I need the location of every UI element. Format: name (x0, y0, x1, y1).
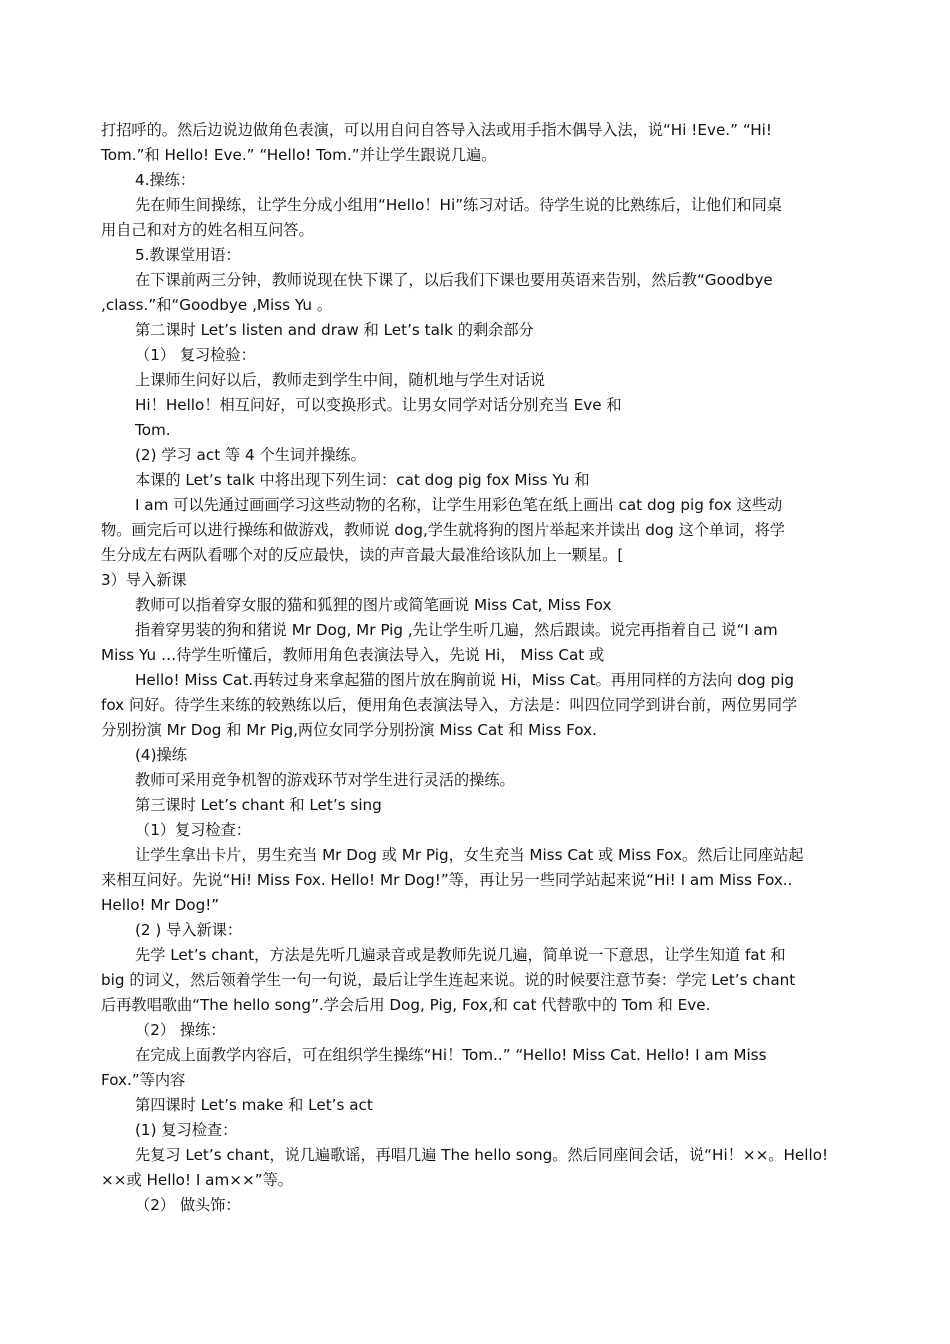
section-heading: (4)操练 (135, 746, 187, 764)
text-line: fox 问好。待学生来练的较熟练以后，便用角色表演法导入，方法是：叫四位同学到讲台前，两位男同学 (101, 696, 798, 714)
text-line: 物。画完后可以进行操练和做游戏，教师说 dog,学生就将狗的图片举起来并读出 dog 这个单词，将学 (101, 521, 785, 539)
text-line: 本课的 Let’s talk 中将出现下列生词：cat dog pig fox Miss Yu 和 (135, 471, 590, 489)
text-line: I am 可以先通过画画学习这些动物的名称，让学生用彩色笔在纸上画出 cat dog pig fox 这些动 (135, 496, 783, 514)
section-heading: (1) 复习检查： (135, 1121, 238, 1139)
text-line: Miss Yu …待学生听懂后，教师用角色表演法导入，先说 Hi， Miss Cat 或 (101, 646, 605, 664)
text-line: 先在师生间操练，让学生分成小组用“Hello！Hi”练习对话。待学生说的比熟练后，让他们和同桌 (135, 196, 782, 214)
text-line: Hello! Miss Cat.再转过身来拿起猫的图片放在胸前说 Hi，Miss Cat。再用同样的方法向 dog pig (135, 671, 794, 689)
text-line: Hello! Mr Dog!” (101, 896, 220, 914)
text-line: 分别扮演 Mr Dog 和 Mr Pig,两位女同学分别扮演 Miss Cat 和 Miss Fox. (101, 721, 597, 739)
section-heading: （2） 操练： (135, 1021, 226, 1039)
text-line: 在完成上面教学内容后，可在组织学生操练“Hi！Tom..” “Hello! Miss Cat. Hello! I am Miss (135, 1046, 767, 1064)
lesson-heading: 第三课时 Let’s chant 和 Let’s sing (135, 796, 382, 814)
text-line: 来相互问好。先说“Hi! Miss Fox. Hello! Mr Dog!”等，再让另一些同学站起来说“Hi! I am Miss Fox.. (101, 871, 793, 889)
text-line: 指着穿男装的狗和猪说 Mr Dog, Mr Pig ,先让学生听几遍，然后跟读。说完再指着自己 说“I am (135, 621, 778, 639)
text-line: Tom. (135, 421, 171, 439)
text-line: ,class.”和“Goodbye ,Miss Yu 。 (101, 296, 333, 314)
lesson-heading: 第四课时 Let’s make 和 Let’s act (135, 1096, 373, 1114)
text-line: 教师可以指着穿女服的猫和狐狸的图片或简笔画说 Miss Cat, Miss Fox (135, 596, 612, 614)
section-heading: (2) 学习 act 等 4 个生词并操练。 (135, 446, 366, 464)
section-heading: (2 ) 导入新课： (135, 921, 243, 939)
text-line: 后再教唱歌曲“The hello song”.学会后用 Dog, Pig, Fox,和 cat 代替歌中的 Tom 和 Eve. (101, 996, 711, 1014)
text-line: ××或 Hello! I am××”等。 (101, 1171, 293, 1189)
section-heading: 4.操练： (135, 171, 196, 189)
text-line: 上课师生问好以后，教师走到学生中间，随机地与学生对话说 (135, 371, 546, 389)
text-line: 教师可采用竞争机智的游戏环节对学生进行灵活的操练。 (135, 771, 515, 789)
text-line: 生分成左右两队看哪个对的反应最快，读的声音最大最准给该队加上一颗星。[ (101, 546, 624, 564)
section-heading: （1） 复习检验： (135, 346, 256, 364)
text-line: 先学 Let’s chant，方法是先听几遍录音或是教师先说几遍，简单说一下意思，让学生知道 fat 和 (135, 946, 786, 964)
section-heading: （1）复习检查： (135, 821, 251, 839)
section-heading: 5.教课堂用语： (135, 246, 241, 264)
lesson-heading: 第二课时 Let’s listen and draw 和 Let’s talk 的剩余部分 (135, 321, 534, 339)
text-line: 让学生拿出卡片，男生充当 Mr Dog 或 Mr Pig，女生充当 Miss Cat 或 Miss Fox。然后让同座站起 (135, 846, 804, 864)
text-line: 先复习 Let’s chant，说几遍歌谣，再唱几遍 The hello song。然后同座间会话，说“Hi！××。Hello! (135, 1146, 829, 1164)
section-heading: （2） 做头饰： (135, 1196, 241, 1214)
text-line: Fox.”等内容 (101, 1071, 186, 1089)
section-heading: 3）导入新课 (101, 571, 187, 589)
text-line: 打招呼的。然后边说边做角色表演，可以用自问自答导入法或用手指木偶导入法，说“Hi !Eve.” “Hi! (101, 121, 772, 139)
text-line: 用自己和对方的姓名相互问答。 (101, 221, 314, 239)
text-line: Hi！Hello！相互问好，可以变换形式。让男女同学对话分别充当 Eve 和 (135, 396, 622, 414)
text-line: 在下课前两三分钟，教师说现在快下课了，以后我们下课也要用英语来告别，然后教“Goodbye (135, 271, 773, 289)
text-line: Tom.”和 Hello! Eve.” “Hello! Tom.”并让学生跟说几遍。 (101, 146, 497, 164)
text-line: big 的词义，然后领着学生一句一句说，最后让学生连起来说。说的时候要注意节奏：学完 Let’s chant (101, 971, 796, 989)
